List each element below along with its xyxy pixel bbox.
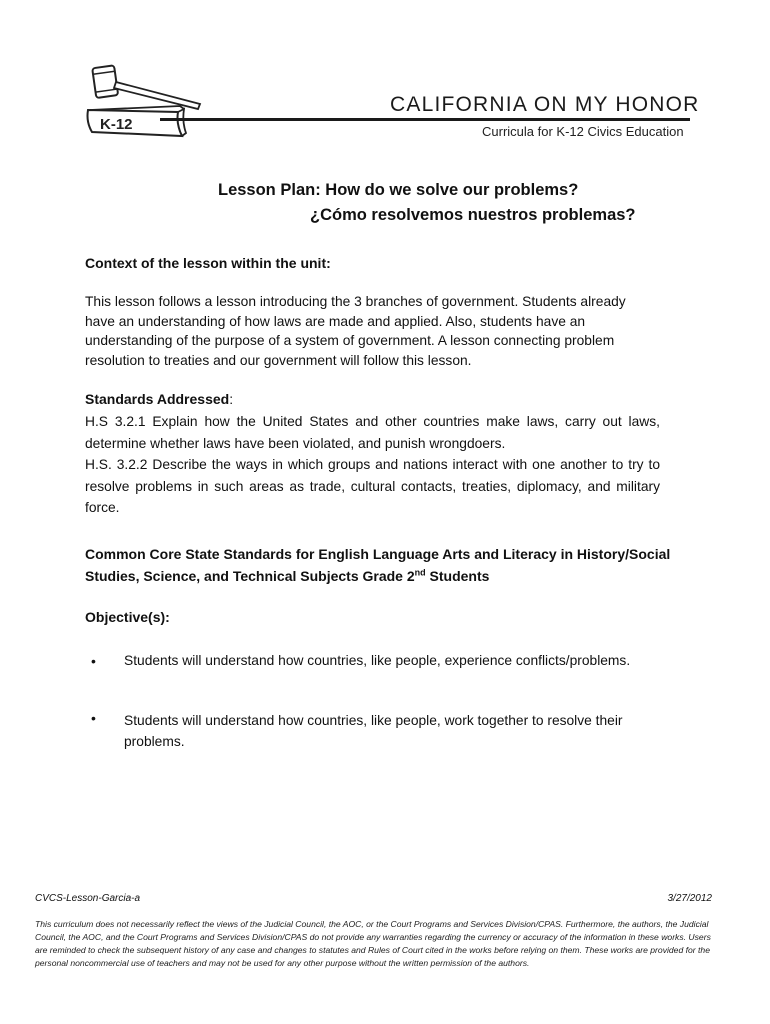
standards-body xyxy=(85,411,660,519)
standards-heading-colon: : xyxy=(229,391,234,407)
bullet-icon: • xyxy=(91,653,96,669)
logo-label: K-12 xyxy=(100,116,133,133)
standards-line: resolve problems in such areas as trade, cultural contacts, treaties, diplomacy, and military xyxy=(85,478,660,494)
common-core-superscript: nd xyxy=(414,567,426,578)
standards-heading xyxy=(85,391,233,407)
objective-item: Students will understand how countries, like people, work together to resolve their problems. xyxy=(124,713,623,749)
standards-line: force. xyxy=(85,500,120,515)
standards-line: determine whether laws have been violated, and punish wrongdoers. xyxy=(85,435,506,451)
common-core-heading-text: Common Core State Standards for English Language Arts and Literacy in History/Social Studies, Science, and Technical Subjects Grade 2 xyxy=(85,546,671,584)
footer-date: 3/27/2012 xyxy=(667,893,712,904)
common-core-heading xyxy=(85,543,705,587)
common-core-heading-tail: Students xyxy=(425,568,490,584)
lesson-title-english: Lesson Plan: How do we solve our problems? xyxy=(218,181,579,199)
gavel-book-logo xyxy=(80,60,230,140)
standards-heading-label: Standards Addressed xyxy=(85,391,230,407)
context-body: This lesson follows a lesson introducing the 3 branches of government. Students already have an understanding of how laws are made and applied. Also, students have an understanding of the purpose of a system of government. A lesson connecting problem resolution to treaties and our government will follow this lesson. xyxy=(85,294,626,368)
lesson-title-spanish: ¿Cómo resolvemos nuestros problemas? xyxy=(310,206,636,224)
standards-line: H.S 3.2.1 Explain how the United States and other countries make laws, carry out laws, xyxy=(85,414,660,429)
objective-item: Students will understand how countries, like people, experience conflicts/problems. xyxy=(124,653,631,668)
footer-document-id: CVCS-Lesson-Garcia-a xyxy=(35,893,141,904)
brand-title: CALIFORNIA ON MY HONOR xyxy=(390,93,700,116)
standards-line: H.S. 3.2.2 Describe the ways in which groups and nations interact with one another to try to xyxy=(85,457,660,472)
context-heading: Context of the lesson within the unit: xyxy=(85,255,331,271)
brand-divider xyxy=(160,118,690,121)
bullet-icon: • xyxy=(91,710,96,726)
objectives-heading: Objective(s): xyxy=(85,609,170,625)
footer-disclaimer: This curriculum does not necessarily reflect the views of the Judicial Council, the AOC, or the Court Programs and Services Division/CPAS. Furthermore, the authors, the Judicial Council, the AOC, and the Court Programs and Services Division/CPAS do not provide any warranties regarding the currency or accuracy of the information in these works. Users are reminded to check the subsequent history of any case and changes to statutes and Rules of Court cited in the works before relying on them. These works are provided for the personal noncommercial use of teachers and may not be used for any other purpose without the written permission of the authors. xyxy=(35,919,711,968)
brand-subtitle: Curricula for K-12 Civics Education xyxy=(482,124,684,139)
